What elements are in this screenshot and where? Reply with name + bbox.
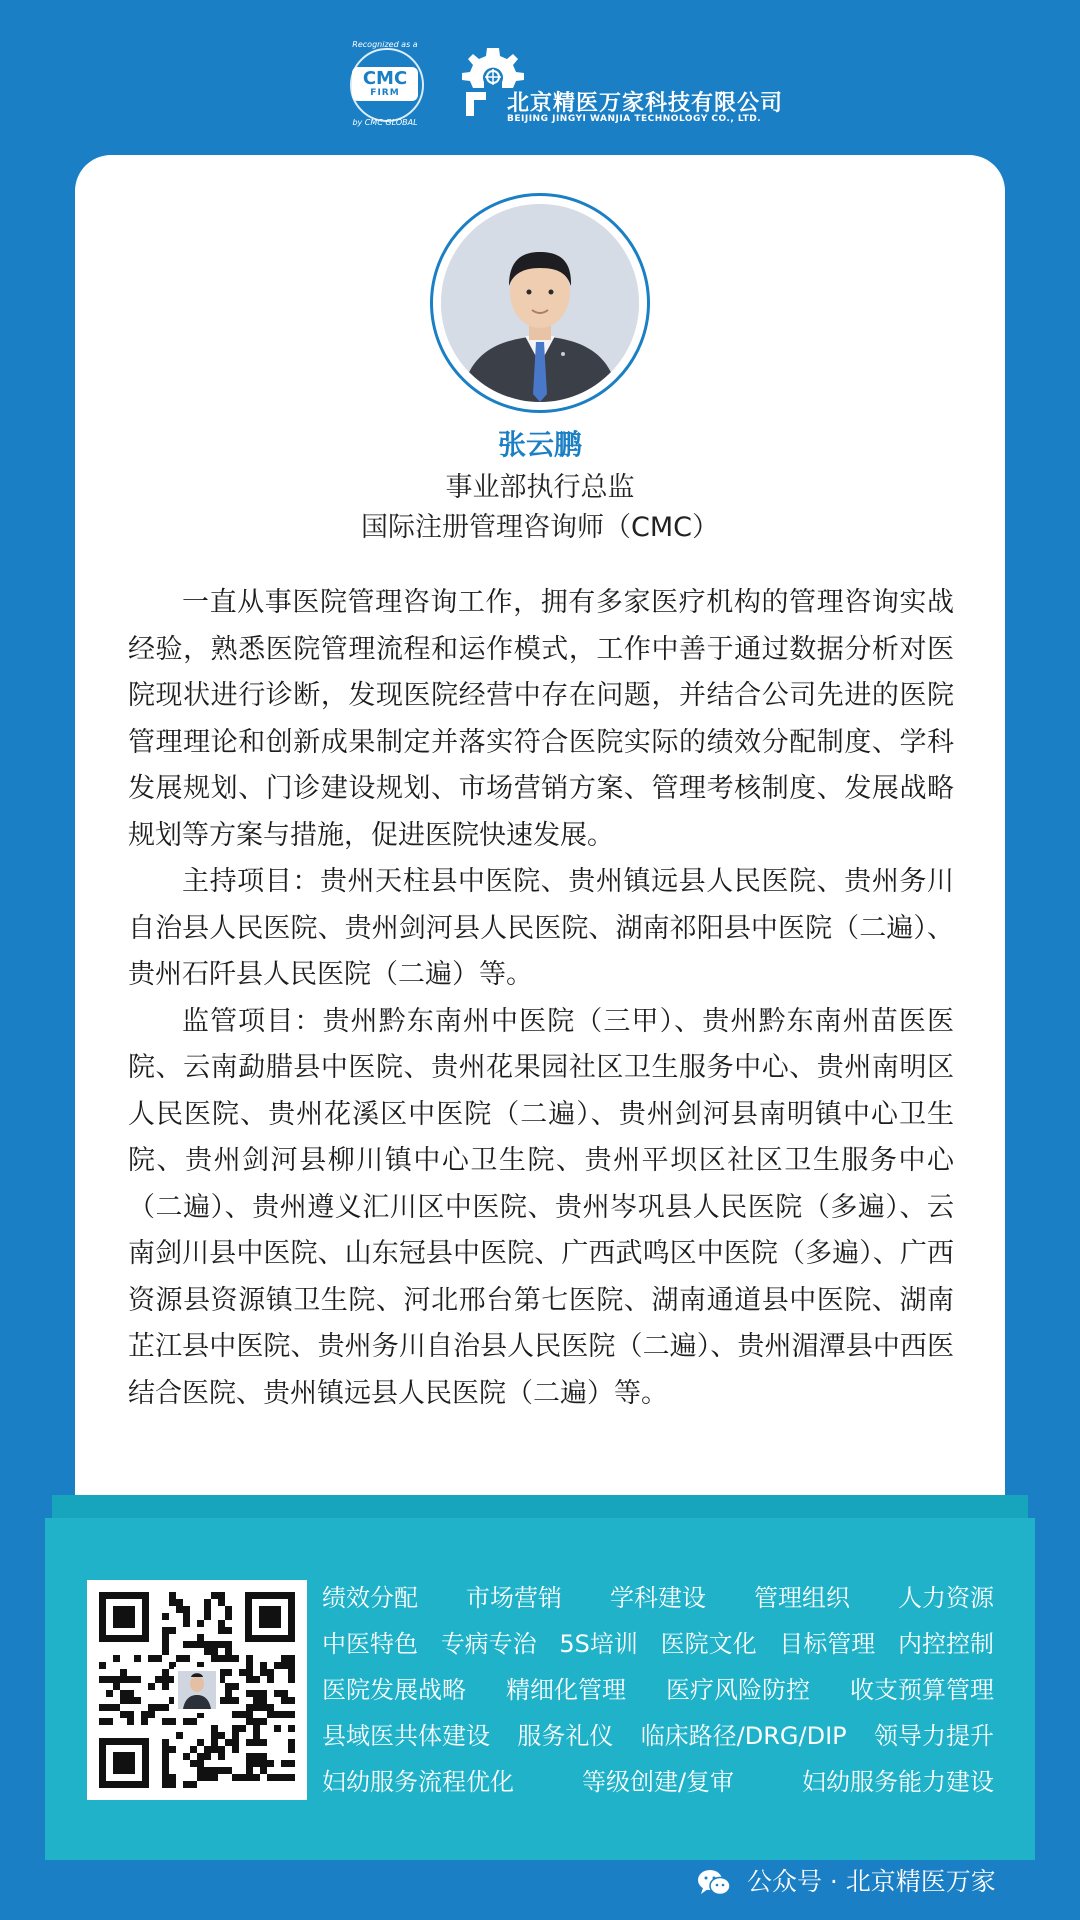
badge-top-text: Recognized as a: [352, 40, 418, 49]
bio-section: [128, 580, 954, 1417]
wechat-account-footer: [697, 1860, 996, 1904]
person-name: 张云鹏: [497, 428, 582, 461]
person-certification: 国际注册管理咨询师（CMC）: [361, 512, 719, 543]
service-row: [322, 1716, 994, 1762]
service-tag: 等级创建/复审: [581, 1768, 735, 1796]
service-row: [322, 1578, 994, 1624]
service-tag: 人力资源: [898, 1584, 994, 1612]
service-tag: 妇幼服务流程优化: [322, 1768, 514, 1796]
service-tag: 内控控制: [897, 1630, 994, 1658]
service-tag: 绩效分配: [322, 1584, 418, 1612]
service-row: [322, 1670, 994, 1716]
service-tag: 市场营销: [466, 1584, 562, 1612]
service-tag: 管理组织: [754, 1584, 850, 1612]
footer-text: 公众号 · 北京精医万家: [746, 1867, 996, 1896]
cmc-firm-badge: [340, 40, 430, 128]
service-tag: 临床路径/DRG/DIP: [640, 1722, 847, 1750]
wechat-icon: [697, 1869, 731, 1897]
header: [0, 0, 1080, 150]
person-title: 事业部执行总监: [445, 472, 635, 503]
portrait-image: [441, 204, 639, 402]
service-tag: 医疗风险防控: [666, 1676, 810, 1704]
service-row: [322, 1762, 994, 1808]
avatar: [441, 204, 639, 402]
service-tag: 学科建设: [610, 1584, 706, 1612]
service-row: [322, 1624, 994, 1670]
badge-bottom-text: by CMC GLOBAL: [352, 118, 418, 127]
badge-sub-text: FIRM: [370, 88, 400, 98]
service-tag: 服务礼仪: [517, 1722, 614, 1750]
hosted-projects-paragraph: 主持项目：贵州天柱县中医院、贵州镇远县人民医院、贵州务川自治县人民医院、贵州剑河县人民医院、湖南祁阳县中医院（二遍）、贵州石阡县人民医院（二遍）等。: [128, 866, 954, 990]
company-name-cn: 北京精医万家科技有限公司: [507, 91, 784, 116]
service-tag: 精细化管理: [506, 1676, 626, 1704]
qr-code-image: [87, 1580, 307, 1800]
service-tag: 目标管理: [779, 1630, 876, 1658]
service-tag: 专病专治: [440, 1630, 537, 1658]
service-tag: 中医特色: [322, 1630, 418, 1658]
badge-main-text: CMC: [362, 68, 408, 89]
service-tag: 领导力提升: [874, 1722, 994, 1750]
service-tags: [322, 1578, 994, 1808]
service-tag: 县域医共体建设: [322, 1722, 490, 1750]
qr-code[interactable]: [87, 1580, 307, 1800]
bio-intro-paragraph: 一直从事医院管理咨询工作，拥有多家医疗机构的管理咨询实战经验，熟悉医院管理流程和运作模式，工作中善于通过数据分析对医院现状进行诊断，发现医院经营中存在问题，并结合公司先进的医院管理理论和创新成果制定并落实符合医院实际的绩效分配制度、学科发展规划、门诊建设规划、市场营销方案、管理考核制度、发展战略规划等方案与措施，促进医院快速发展。: [128, 587, 954, 851]
service-tag: 医院发展战略: [322, 1676, 466, 1704]
service-tag: 收支预算管理: [850, 1676, 994, 1704]
service-tag: 妇幼服务能力建设: [802, 1768, 994, 1796]
service-tag: 5S培训: [559, 1630, 638, 1658]
company-name-en: BEIJING JINGYI WANJIA TECHNOLOGY CO., LTD.: [507, 114, 762, 124]
badge-plate: [352, 67, 418, 101]
service-tag: 医院文化: [660, 1630, 757, 1658]
supervised-projects-paragraph: 监管项目：贵州黔东南州中医院（三甲）、贵州黔东南州苗医医院、云南勐腊县中医院、贵州花果园社区卫生服务中心、贵州南明区人民医院、贵州花溪区中医院（二遍）、贵州剑河县南明镇中心卫生院、贵州剑河县柳川镇中心卫生院、贵州平坝区社区卫生服务中心（二遍）、贵州遵义汇川区中医院、贵州岑巩县人民医院（多遍）、云南剑川县中医院、山东冠县中医院、广西武鸣区中医院（多遍）、广西资源县资源镇卫生院、河北邢台第七医院、湖南通道县中医院、湖南芷江县中医院、贵州务川自治县人民医院（二遍）、贵州湄潭县中西医结合医院、贵州镇远县人民医院（二遍）等。: [128, 1005, 954, 1409]
